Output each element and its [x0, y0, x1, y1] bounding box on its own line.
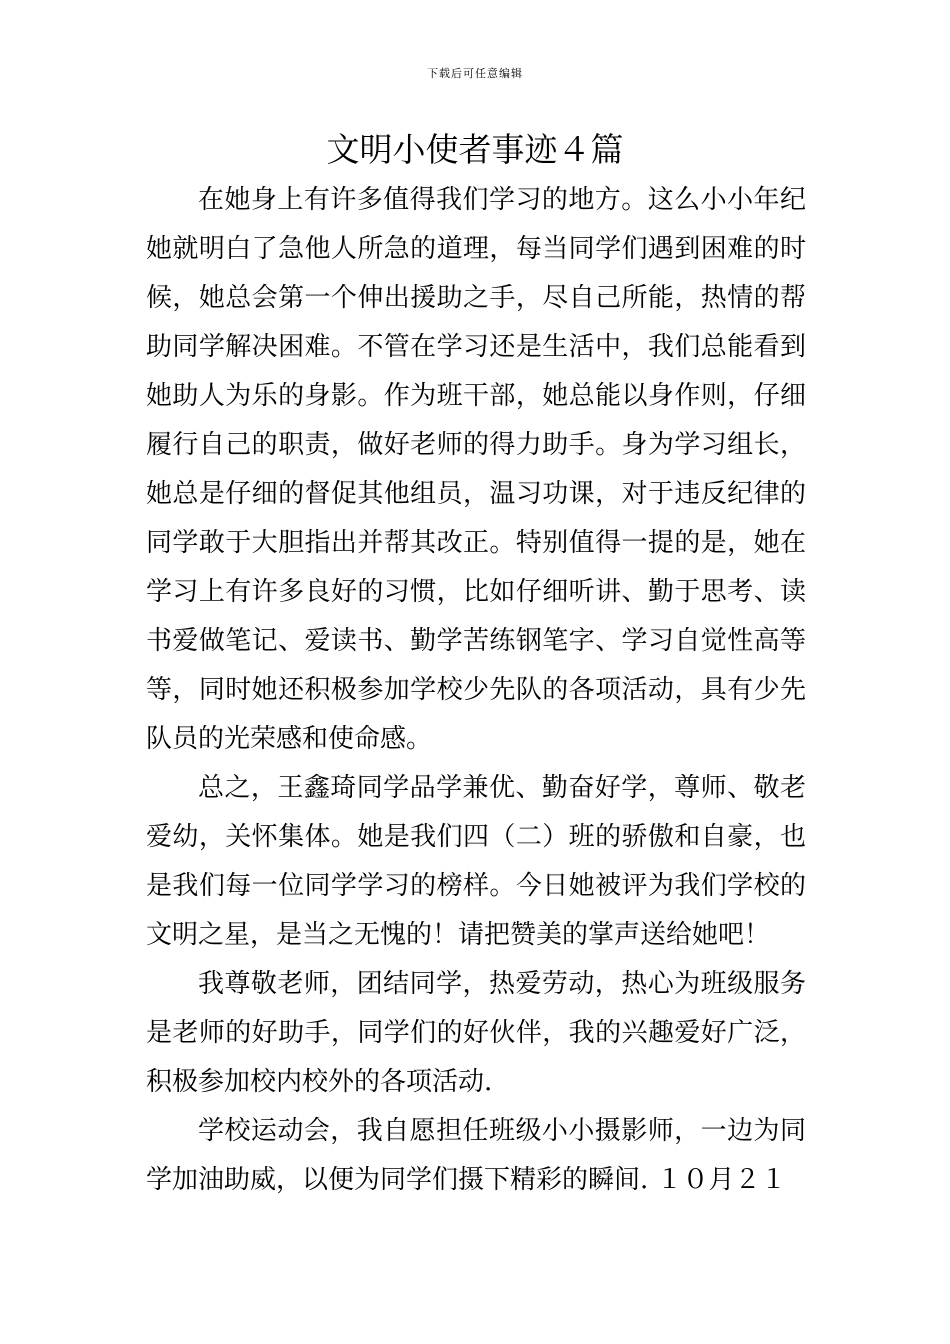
document-title: 文明小使者事迹４篇: [326, 130, 624, 169]
paragraph-3: 我尊敬老师，团结同学，热爱劳动，热心为班级服务是老师的好助手，同学们的好伙伴，我的兴趣爱好广泛，积极参加校内校外的各项活动.: [146, 969, 806, 1097]
paragraph-2: 总之，王鑫琦同学品学兼优、勤奋好学，尊师、敬老爱幼，关怀集体。她是我们四（二）班的骄傲和自豪，也是我们每一位同学学习的榜样。今日她被评为我们学校的文明之星，是当之无愧的！请把赞美的掌声送给她吧！: [146, 773, 806, 950]
paragraph-1: 在她身上有许多值得我们学习的地方。这么小小年纪她就明白了急他人所急的道理，每当同学们遇到困难的时候，她总会第一个伸出援助之手，尽自己所能，热情的帮助同学解决困难。不管在学习还是生活中，我们总能看到她助人为乐的身影。作为班干部，她总能以身作则，仔细履行自己的职责，做好老师的得力助手。身为学习组长，她总是仔细的督促其他组员，温习功课，对于违反纪律的同学敢于大胆指出并帮其改正。特别值得一提的是，她在学习上有许多良好的习惯，比如仔细听讲、勤于思考、读书爱做笔记、爱读书、勤学苦练钢笔字、学习自觉性高等等，同时她还积极参加学校少先队的各项活动，具有少先队员的光荣感和使命感。: [146, 185, 806, 754]
header-note: 下载后可任意编辑: [427, 67, 523, 80]
document-body: [146, 176, 806, 1205]
paragraph-4: 学校运动会，我自愿担任班级小小摄影师，一边为同学加油助威，以便为同学们摄下精彩的瞬间. １０月２１: [146, 1116, 806, 1195]
